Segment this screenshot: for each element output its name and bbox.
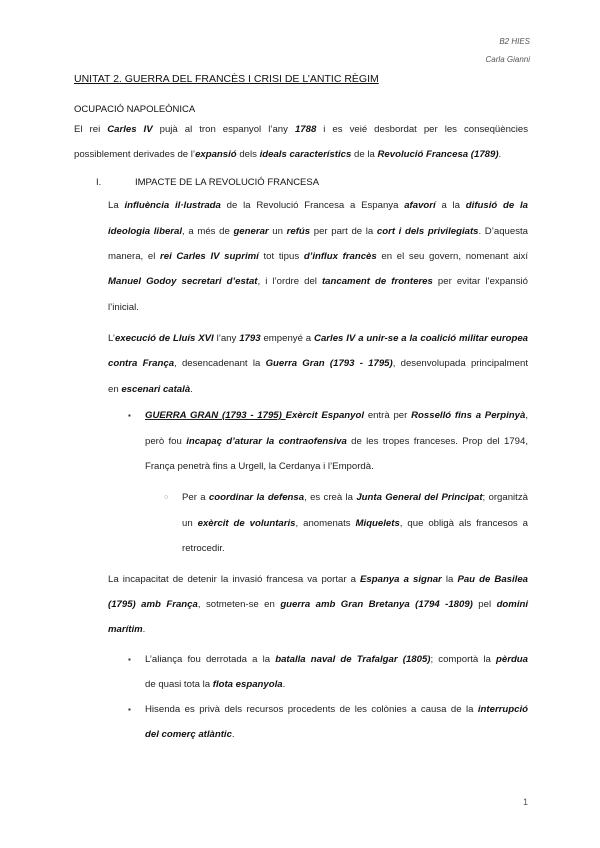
- section-number: I.: [96, 177, 102, 188]
- intro-line: El rei Carles IV pujà al tron espanyol l’any 1788 i es veié desbordat per les conseqüències: [74, 124, 528, 135]
- paragraph-line: manera, el rei Carles IV suprimí tot tipus d’influx francès en el seu govern, nomenant així: [108, 251, 529, 262]
- paragraph-line: ideologia liberal, a més de generar un refús per part de la cort i dels privilegiats. D’aquesta: [108, 226, 528, 237]
- bullet-icon: ▪: [128, 411, 131, 420]
- bullet-line: del comerç atlàntic.: [145, 729, 235, 740]
- paragraph-line: en escenari català.: [108, 384, 193, 395]
- hollow-bullet-icon: ○: [164, 494, 169, 501]
- bullet-line: però fou incapaç d’aturar la contraofensiva de les tropes franceses. Prop del 1794,: [145, 436, 529, 447]
- paragraph-line: La incapacitat de detenir la invasió francesa va portar a Espanya a signar la Pau de Basilea: [108, 574, 528, 585]
- sub-bullet-line: un exèrcit de voluntaris, anomenats Miquelets, que obligà als francesos a: [182, 518, 528, 529]
- subtitle: OCUPACIÓ NAPOLEÒNICA: [74, 104, 196, 115]
- bullet-line: Hisenda es privà dels recursos procedents de les colònies a causa de la interrupció: [145, 704, 528, 715]
- bullet-line: de quasi tota la flota espanyola.: [145, 679, 286, 690]
- paragraph-line: Manuel Godoy secretari d’estat, i l’ordre del tancament de fronteres per evitar l’expansió: [108, 276, 529, 287]
- intro-line: possiblement derivades de l’expansió dels ideals característics de la Revolució Francesa (1789).: [74, 149, 502, 160]
- bullet-line: GUERRA GRAN (1793 - 1795) Exèrcit Espanyol entrà per Rosselló fins a Perpinyà,: [145, 410, 529, 421]
- bullet-line: França penetrà fins a Urgell, la Cerdanya i l’Empordà.: [145, 461, 374, 472]
- paragraph-line: La influència il·lustrada de la Revolució Francesa a Espanya afavorí a la difusió de la: [108, 200, 528, 211]
- bullet-line: L’aliança fou derrotada a la batalla naval de Trafalgar (1805); comportà la pèrdua: [145, 654, 529, 665]
- paragraph-line: l’inicial.: [108, 302, 139, 313]
- paragraph-line: marítim.: [108, 624, 146, 635]
- page-number: 1: [522, 797, 528, 807]
- sub-bullet-line: retrocedir.: [182, 543, 225, 554]
- bullet-icon: ▪: [128, 705, 131, 714]
- header-course: B2 HIES: [499, 37, 530, 46]
- bullet-icon: ▪: [128, 655, 131, 664]
- paragraph-line: (1795) amb França, sotmeten-se en guerra amb Gran Bretanya (1794 -1809) pel domini: [108, 599, 529, 610]
- paragraph-line: contra França, desencadenant la Guerra Gran (1793 - 1795), desenvolupada principalment: [108, 358, 529, 369]
- paragraph-line: L’execució de Lluís XVI l’any 1793 empenyé a Carles IV a unir-se a la coalició militar europea: [108, 333, 529, 344]
- unit-title: UNITAT 2. GUERRA DEL FRANCÈS I CRISI DE L’ANTIC RÈGIM: [74, 73, 379, 85]
- sub-bullet-line: Per a coordinar la defensa, es creà la Junta General del Principat; organitzà: [182, 492, 528, 503]
- section-title: IMPACTE DE LA REVOLUCIÓ FRANCESA: [135, 177, 320, 188]
- header-author: Carla Gianni: [485, 55, 530, 64]
